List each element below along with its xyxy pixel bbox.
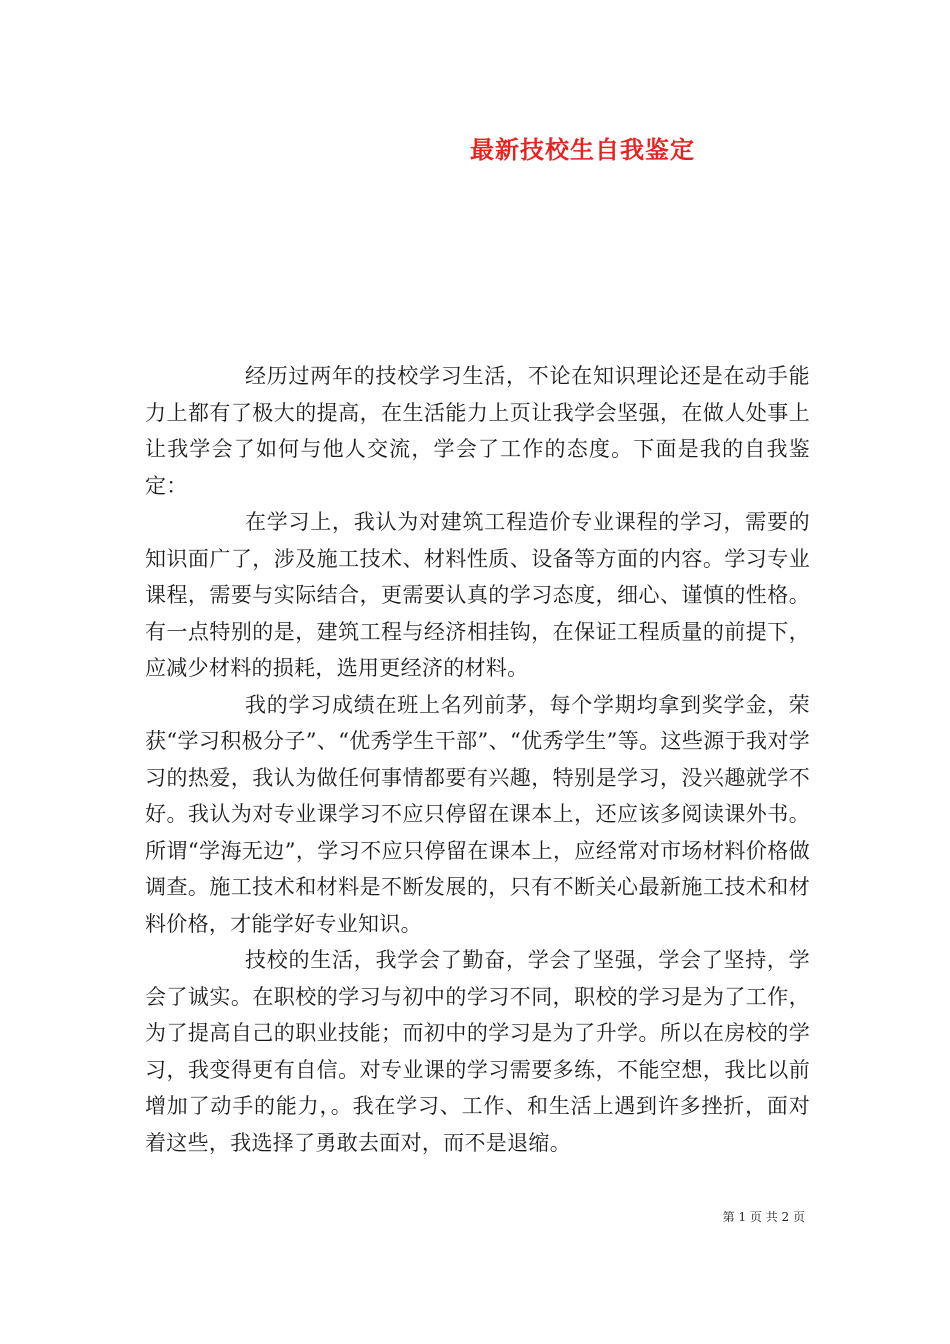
paragraph-2: 在学习上，我认为对建筑工程造价专业课程的学习，需要的知识面广了，涉及施工技术、材料性质、设备等方面的内容。学习专业课程，需要与实际结合，更需要认真的学习态度，细心、谨慎的性格。有一点特别的是，建筑工程与经济相挂钩，在保证工程质量的前提下，应减少材料的损耗，选用更经济的材料。 <box>145 510 810 680</box>
document-body <box>145 358 810 1161</box>
paragraph-1: 经历过两年的技校学习生活，不论在知识理论还是在动手能力上都有了极大的提高，在生活能力上页让我学会坚强，在做人处事上让我学会了如何与他人交流，学会了工作的态度。下面是我的自我鉴定： <box>145 364 810 498</box>
paragraph-4: 技校的生活，我学会了勤奋，学会了坚强，学会了坚持，学会了诚实。在职校的学习与初中的学习不同，职校的学习是为了工作，为了提高自己的职业技能；而初中的学习是为了升学。所以在房校的学习，我变得更有自信。对专业课的学习需要多练，不能空想，我比以前增加了动手的能力，。我在学习、工作、和生活上遇到许多挫折，面对着这些，我选择了勇敢去面对，而不是退缩。 <box>145 948 810 1155</box>
document-title: 最新技校生自我鉴定 <box>470 136 695 164</box>
page-number: 第 1 页 共 2 页 <box>722 1210 805 1224</box>
paragraph-3: 我的学习成绩在班上名列前茅，每个学期均拿到奖学金，荣获“学习积极分子”、“优秀学生干部”、“优秀学生”等。这些源于我对学习的热爱，我认为做任何事情都要有兴趣，特别是学习，没兴趣就学不好。我认为对专业课学习不应只停留在课本上，还应该多阅读课外书。所谓“学海无边”，学习不应只停留在课本上，应经常对市场材料价格做调查。施工技术和材料是不断发展的，只有不断关心最新施工技术和材料价格，才能学好专业知识。 <box>145 692 810 936</box>
